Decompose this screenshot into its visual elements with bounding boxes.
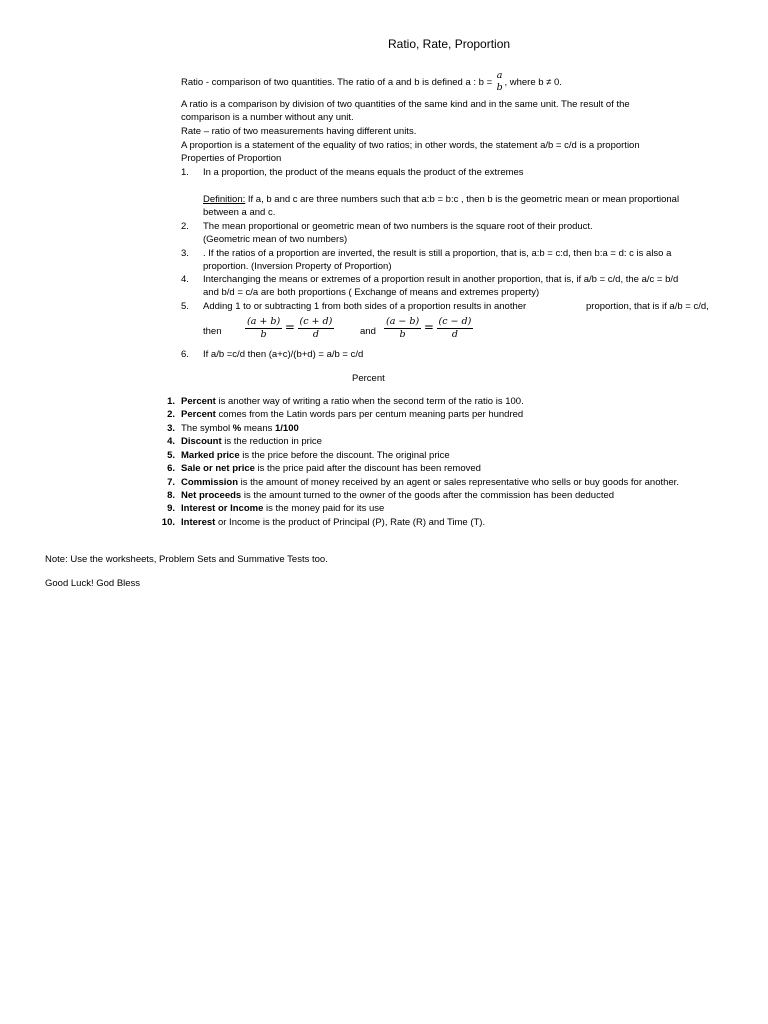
percent-item: [181, 476, 679, 489]
percent-item: [181, 449, 450, 462]
percent-item-description: is the reduction in price: [221, 436, 322, 447]
percent-symbol: %: [232, 423, 242, 434]
ratio-definition-pre: Ratio - comparison of two quantities. The ratio of a and b is defined a : b =: [181, 77, 495, 88]
closing-text: Good Luck! God Bless: [45, 578, 141, 589]
percent-item-number: 10.: [161, 517, 175, 528]
percent-item-description: is the price before the discount. The original price: [239, 450, 450, 461]
ratio-paragraph-line-1: A ratio is a comparison by division of two quantities of the same kind and in the same unit. The result of the: [181, 99, 630, 110]
formula-subtract: [384, 316, 473, 341]
percent-value: 1/100: [275, 423, 299, 434]
fraction-a-minus-b: [384, 316, 421, 341]
definition-label: Definition:: [203, 194, 246, 205]
formula-add: [245, 316, 334, 341]
percent-item-term: Commission: [181, 477, 239, 488]
property-6-text: If a/b =c/d then (a+c)/(b+d) = a/b = c/d: [203, 349, 364, 360]
property-2-number: 2.: [181, 221, 189, 232]
percent-item-number: 2.: [167, 409, 175, 420]
fraction-c-plus-d: [298, 316, 335, 341]
percent-item-description: comes from the Latin words pars per centum meaning parts per hundred: [215, 409, 524, 420]
percent-item: [181, 516, 485, 529]
property-5-then: then: [203, 326, 222, 337]
percent-item-number: 9.: [167, 503, 175, 514]
percent-item: [181, 502, 384, 515]
property-4-line-1: Interchanging the means or extremes of a proportion result in another proportion, that is, if a/b = c/d, the a/c = b/d: [203, 274, 679, 285]
percent-item: [181, 435, 322, 448]
fraction-c-minus-d-numerator: (c − d): [438, 316, 472, 327]
percent-item-number: 3.: [167, 423, 175, 434]
percent-item-term: Interest or Income: [181, 503, 264, 514]
ratio-fraction-denominator: b: [496, 82, 503, 94]
percent-item-number: 8.: [167, 490, 175, 501]
fraction-a-minus-b-denominator: b: [399, 329, 406, 340]
fraction-c-plus-d-numerator: (c + d): [299, 316, 333, 327]
percent-item-term: Percent: [181, 396, 216, 407]
property-3-number: 3.: [181, 248, 189, 259]
property-3-line-2: proportion. (Inversion Property of Proportion): [203, 261, 392, 272]
note-text: Note: Use the worksheets, Problem Sets and Summative Tests too.: [45, 554, 328, 565]
equals-sign: =: [284, 320, 295, 335]
percent-item-term: Sale or net price: [181, 463, 255, 474]
property-1-number: 1.: [181, 167, 189, 178]
percent-heading: Percent: [352, 373, 385, 384]
fraction-a-plus-b: [245, 316, 282, 341]
percent-item-term: Net proceeds: [181, 490, 242, 501]
ratio-paragraph-line-2: comparison is a number without any unit.: [181, 112, 354, 123]
property-3-line-1: . If the ratios of a proportion are inverted, the result is still a proportion, that is, a:b = c:d, then b:a = d: c is also a: [203, 248, 672, 259]
proportion-definition: A proportion is a statement of the equality of two ratios; in other words, the statement a/b = c/d is a proportion: [181, 140, 640, 151]
percent-item-term: Percent: [181, 409, 216, 420]
percent-item-description: is another way of writing a ratio when the second term of the ratio is 100.: [215, 396, 524, 407]
property-5-line-1a: Adding 1 to or subtracting 1 from both sides of a proportion results in another: [203, 301, 527, 312]
ratio-fraction-numerator: a: [496, 70, 503, 82]
ratio-fraction: [495, 70, 505, 94]
percent-item-term: Discount: [181, 436, 222, 447]
fraction-a-minus-b-numerator: (a − b): [386, 316, 420, 327]
percent-item-number: 4.: [167, 436, 175, 447]
property-6-number: 6.: [181, 349, 189, 360]
fraction-c-plus-d-denominator: d: [312, 329, 319, 340]
property-5-line-1b: proportion, that is if a/b = c/d,: [586, 301, 709, 312]
fraction-a-plus-b-numerator: (a + b): [247, 316, 281, 327]
percent-item-description: is the amount turned to the owner of the goods after the commission has been deducted: [241, 490, 615, 501]
percent-item: [181, 462, 481, 475]
property-1-text: In a proportion, the product of the means equals the product of the extremes: [203, 167, 524, 178]
ratio-definition-post: , where b ≠ 0.: [504, 77, 562, 88]
percent-item-number: 5.: [167, 450, 175, 461]
page-title: Ratio, Rate, Proportion: [388, 37, 511, 51]
equals-sign: =: [423, 320, 434, 335]
rate-definition: Rate – ratio of two measurements having different units.: [181, 126, 417, 137]
percent-item-mid: means: [241, 423, 275, 434]
percent-item-description: or Income is the product of Principal (P), Rate (R) and Time (T).: [215, 517, 486, 528]
property-4-line-2: and b/d = c/a are both proportions ( Exchange of means and extremes property): [203, 287, 540, 298]
percent-item-description: is the price paid after the discount has been removed: [254, 463, 481, 474]
percent-item-term: Interest: [181, 517, 216, 528]
definition-text: If a, b and c are three numbers such that a:b = b:c , then b is the geometric mean or mean proportional: [245, 194, 680, 205]
percent-item-number: 1.: [167, 396, 175, 407]
properties-heading: Properties of Proportion: [181, 153, 282, 164]
property-5-and: and: [360, 326, 376, 337]
percent-item-number: 7.: [167, 477, 175, 488]
definition-line-1: [203, 193, 679, 206]
percent-item: [181, 395, 524, 408]
percent-item: [181, 489, 614, 502]
percent-item-description: is the amount of money received by an agent or sales representative who sells or buy goods for another.: [238, 477, 679, 488]
percent-item-term: Marked price: [181, 450, 240, 461]
percent-item: [181, 408, 523, 421]
ratio-definition: [181, 70, 562, 96]
percent-item: [181, 422, 299, 435]
definition-line-2: between a and c.: [203, 207, 276, 218]
fraction-c-minus-d-denominator: d: [451, 329, 458, 340]
percent-item-number: 6.: [167, 463, 175, 474]
property-2-line-1: The mean proportional or geometric mean of two numbers is the square root of their product.: [203, 221, 593, 232]
property-4-number: 4.: [181, 274, 189, 285]
fraction-c-minus-d: [437, 316, 474, 341]
property-2-line-2: (Geometric mean of two numbers): [203, 234, 348, 245]
fraction-a-plus-b-denominator: b: [260, 329, 267, 340]
property-5-number: 5.: [181, 301, 189, 312]
percent-item-prefix: The symbol: [181, 423, 233, 434]
percent-item-description: is the money paid for its use: [263, 503, 385, 514]
